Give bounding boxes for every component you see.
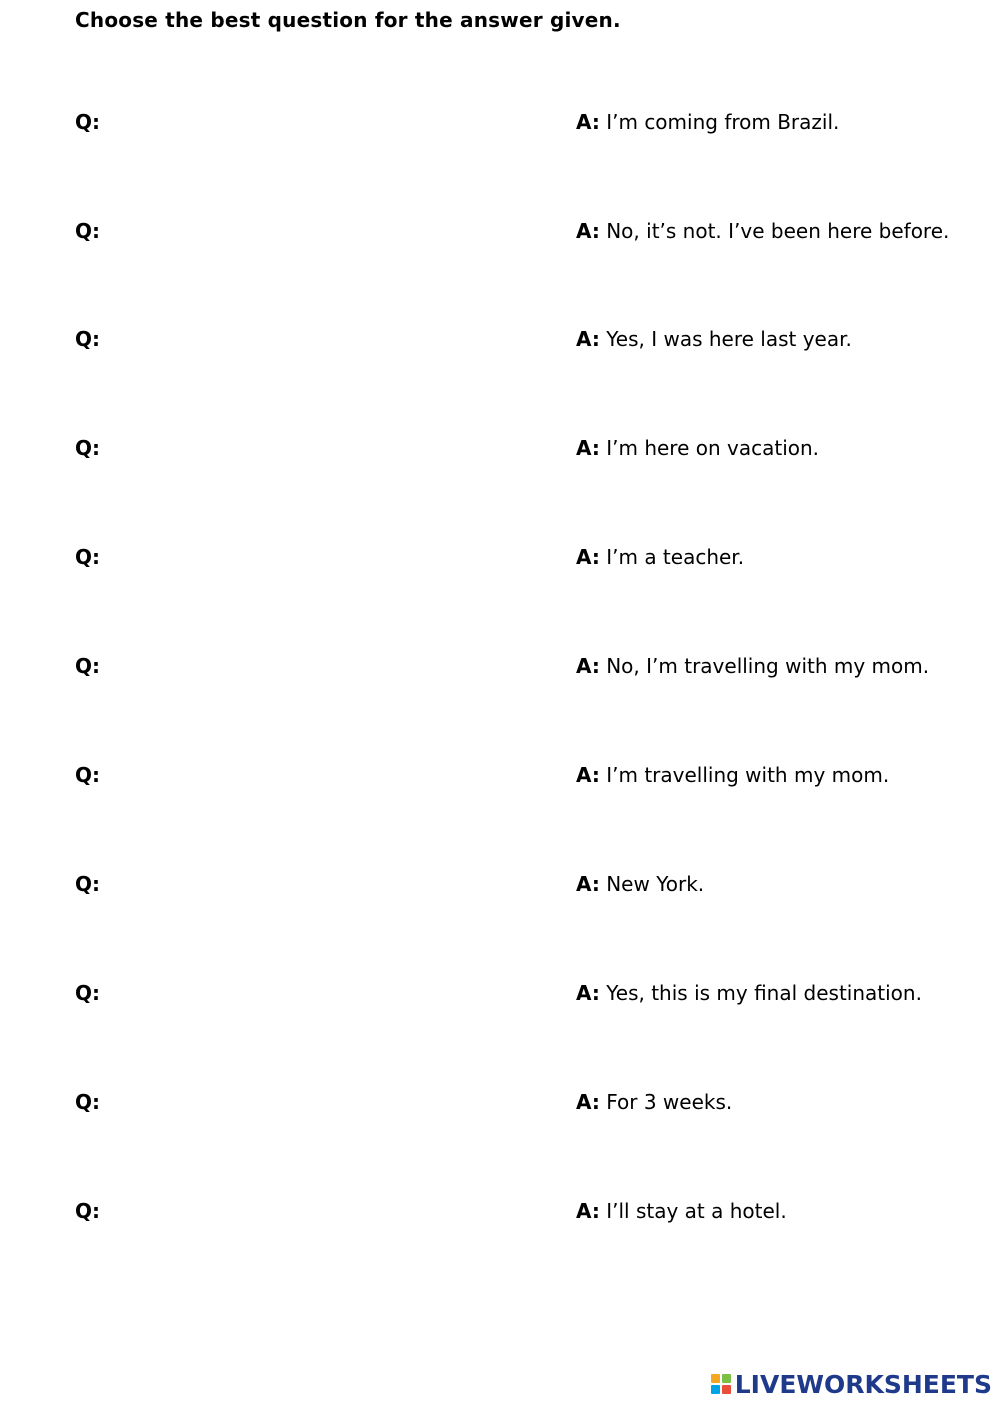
- answer-text: [576, 1090, 732, 1114]
- answer-value: For 3 weeks.: [606, 1090, 733, 1114]
- answer-value: I’ll stay at a hotel.: [606, 1199, 787, 1223]
- answer-label: A:: [576, 545, 600, 569]
- qa-row: [0, 872, 1000, 902]
- answer-label: A:: [576, 763, 600, 787]
- question-label: Q:: [75, 436, 100, 460]
- answer-text: [576, 981, 922, 1005]
- question-label: Q:: [75, 763, 100, 787]
- question-label: Q:: [75, 327, 100, 351]
- answer-label: A:: [576, 1090, 600, 1114]
- answer-text: [576, 545, 744, 569]
- qa-row: [0, 1090, 1000, 1120]
- answer-value: I’m coming from Brazil.: [606, 110, 840, 134]
- question-answer-slot[interactable]: [110, 106, 550, 136]
- qa-row: [0, 1199, 1000, 1229]
- answer-value: I’m a teacher.: [606, 545, 745, 569]
- answer-text: [576, 327, 852, 351]
- answer-value: I’m travelling with my mom.: [606, 763, 890, 787]
- answer-text: [576, 436, 819, 460]
- answer-value: No, I’m travelling with my mom.: [606, 654, 930, 678]
- question-answer-slot[interactable]: [110, 1086, 550, 1116]
- answer-label: A:: [576, 327, 600, 351]
- logo-block: [722, 1374, 731, 1383]
- question-answer-slot[interactable]: [110, 323, 550, 353]
- answer-value: New York.: [606, 872, 705, 896]
- logo-text: LIVEWORKSHEETS: [734, 1369, 992, 1399]
- answer-text: [576, 872, 704, 896]
- answer-value: No, it’s not. I’ve been here before.: [606, 219, 950, 243]
- answer-label: A:: [576, 872, 600, 896]
- instruction-heading: Choose the best question for the answer given.: [75, 8, 621, 32]
- logo-block: [711, 1374, 720, 1383]
- qa-row: [0, 436, 1000, 466]
- question-label: Q:: [75, 981, 100, 1005]
- question-answer-slot[interactable]: [110, 541, 550, 571]
- answer-text: [576, 1199, 787, 1223]
- question-label: Q:: [75, 545, 100, 569]
- answer-label: A:: [576, 219, 600, 243]
- qa-row: [0, 327, 1000, 357]
- question-label: Q:: [75, 872, 100, 896]
- question-label: Q:: [75, 1090, 100, 1114]
- answer-label: A:: [576, 110, 600, 134]
- answer-text: [576, 219, 949, 243]
- answer-value: Yes, this is my final destination.: [606, 981, 922, 1005]
- question-label: Q:: [75, 1199, 100, 1223]
- qa-row: [0, 219, 1000, 249]
- question-answer-slot[interactable]: [110, 650, 550, 680]
- question-answer-slot[interactable]: [110, 977, 550, 1007]
- liveworksheets-logo: [711, 1369, 992, 1399]
- question-label: Q:: [75, 654, 100, 678]
- logo-block: [711, 1385, 720, 1394]
- qa-row: [0, 763, 1000, 793]
- qa-row: [0, 981, 1000, 1011]
- question-answer-slot[interactable]: [110, 868, 550, 898]
- question-answer-slot[interactable]: [110, 1195, 550, 1225]
- answer-label: A:: [576, 981, 600, 1005]
- question-answer-slot[interactable]: [110, 759, 550, 789]
- question-label: Q:: [75, 219, 100, 243]
- answer-label: A:: [576, 654, 600, 678]
- answer-value: Yes, I was here last year.: [606, 327, 852, 351]
- qa-row: [0, 545, 1000, 575]
- logo-blocks-icon: [711, 1374, 731, 1394]
- answer-text: [576, 110, 839, 134]
- question-label: Q:: [75, 110, 100, 134]
- qa-row: [0, 654, 1000, 684]
- answer-text: [576, 763, 889, 787]
- question-answer-slot[interactable]: [110, 432, 550, 462]
- answer-label: A:: [576, 1199, 600, 1223]
- answer-value: I’m here on vacation.: [606, 436, 820, 460]
- question-answer-slot[interactable]: [110, 215, 550, 245]
- qa-row: [0, 110, 1000, 140]
- logo-block: [722, 1385, 731, 1394]
- answer-label: A:: [576, 436, 600, 460]
- answer-text: [576, 654, 929, 678]
